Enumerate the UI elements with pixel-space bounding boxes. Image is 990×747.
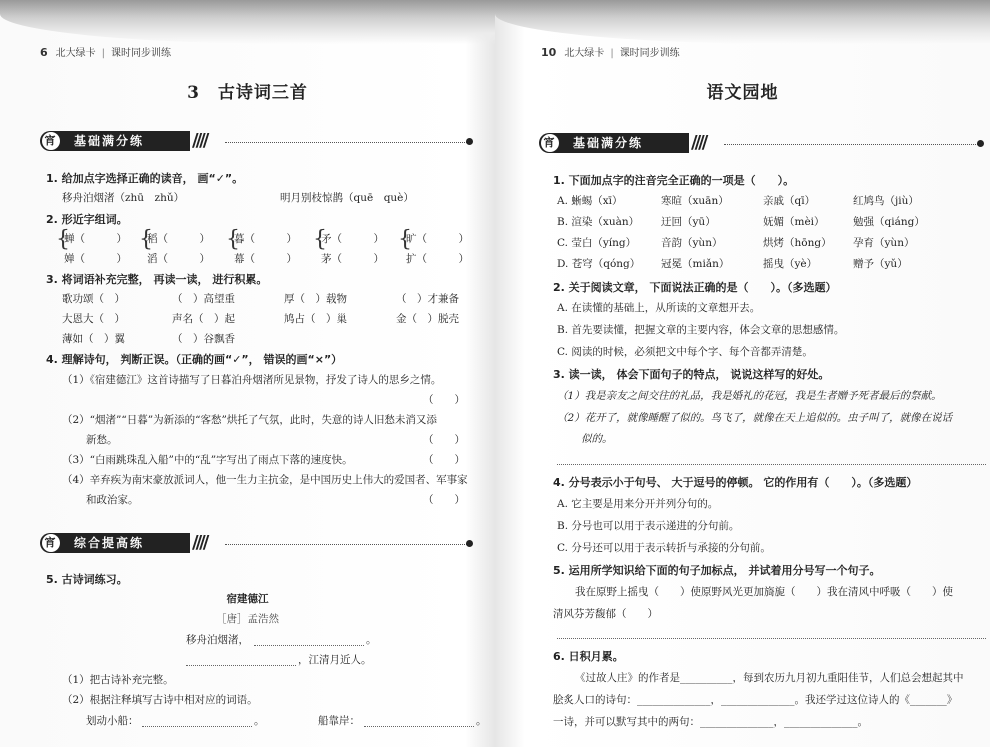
header-separator: | — [101, 48, 106, 59]
q3-sentence-2-cont: 似的。 — [581, 433, 613, 445]
q3-idiom: 鸠占（ ）巢 — [284, 313, 347, 325]
question-4: 4. 理解诗句， 判断正误。（正确的画“✓”， 错误的画“×”） — [46, 353, 343, 366]
q5-term-a: 划动小船： — [86, 715, 139, 727]
q2-word: 扩（ ） — [406, 253, 469, 265]
q3-idiom: 薄如（ ）翼 — [62, 333, 125, 345]
q1-option: 寒暄（xuān） — [661, 195, 729, 207]
question-1: 1. 给加点字选择正确的读音， 画“✓”。 — [46, 172, 244, 185]
q5-sentence: 我在原野上摇曳（ ）使原野风光更加旖旎（ ）我在清风中呼吸（ ）使 — [575, 586, 953, 598]
section-banner-label: 宵 综合提高练 — [40, 533, 190, 553]
q2-word: 茅（ ） — [321, 253, 384, 265]
page-title: 语文园地 — [706, 83, 779, 103]
question-2: 2. 关于阅读文章， 下面说法正确的是（ ）。（多选题） — [553, 281, 837, 294]
slash-decoration-icon: //// — [691, 132, 706, 153]
question-3: 3. 将词语补充完整， 再读一读， 进行积累。 — [46, 273, 268, 286]
q2-word: 滔（ ） — [147, 253, 210, 265]
q1-option: 亲戚（qī） — [763, 195, 816, 207]
page-number: 6 — [40, 46, 48, 59]
q2-option: B. 首先要读懂，把握文章的主要内容，体会文章的思想感情。 — [557, 324, 845, 336]
running-header — [40, 44, 171, 59]
q1-option: D. 苍穹（qóng） — [557, 258, 641, 270]
period: 。 — [366, 634, 377, 646]
dotted-divider — [225, 544, 467, 545]
q1-option: 妩媚（mèi） — [763, 216, 825, 228]
q6-line-1: 《过故人庄》的作者是__________，每到农历九月初九重阳佳节，人们总会想起其中 — [575, 672, 964, 684]
q3-idiom: （ ）才兼备 — [396, 293, 459, 305]
brand-name: 北大绿卡 — [564, 48, 605, 59]
q3-idiom: 金（ ）脱壳 — [396, 313, 459, 325]
owl-badge-icon: 宵 — [42, 534, 60, 552]
slash-decoration-icon: //// — [192, 532, 207, 553]
q1-option: 勉强（qiáng） — [853, 216, 925, 228]
q1-option: 冠冕（miǎn） — [661, 258, 730, 270]
answer-paren: （ ） — [423, 494, 465, 506]
q2-word: 矛（ ） — [321, 233, 384, 245]
q5-term-b: 船靠岸： — [318, 715, 360, 727]
dotted-divider — [724, 144, 978, 145]
section-banner-basic — [539, 133, 984, 155]
q6-line-2: 脍炙人口的诗句：______________，______________。我还学过这位诗人的《_______》 — [553, 694, 958, 706]
q6-line-3: 一诗，并可以默写其中的两句：______________，______________。 — [553, 716, 868, 728]
q2-word: 旷（ ） — [406, 233, 469, 245]
q1-option: 音韵（yùn） — [661, 237, 723, 249]
period: 。 — [254, 715, 265, 727]
q3-sentence-2: （2）花开了，就像睡醒了似的。鸟飞了，就像在天上追似的。虫子叫了，就像在说话 — [557, 412, 953, 424]
poem-line-1: 移舟泊烟渚， — [186, 634, 249, 646]
brace-icon: { — [139, 227, 153, 252]
brace-icon: { — [56, 227, 70, 252]
slash-decoration-icon: //// — [192, 130, 207, 151]
question-5: 5. 古诗词练习。 — [46, 573, 128, 586]
q4-statement-1: （1）《宿建德江》这首诗描写了日暮泊舟烟渚所见景物，抒发了诗人的思乡之情。 — [62, 374, 442, 386]
q2-word: 幕（ ） — [234, 253, 297, 265]
section-banner-label: 宵 基础满分练 — [539, 133, 689, 153]
poem-title: 宿建德江 — [226, 593, 269, 605]
section-banner-basic — [40, 131, 473, 153]
q2-option: A. 在读懂的基础上，从所读的文章想开去。 — [557, 302, 761, 314]
q3-idiom: 厚（ ）载物 — [284, 293, 347, 305]
q1-item-b: 明月别枝惊鹊（quē què） — [280, 192, 414, 204]
q5-sub-1: （1）把古诗补充完整。 — [62, 674, 174, 686]
poem-line-2-end: ，江清月近人。 — [298, 654, 372, 666]
fill-blank[interactable] — [364, 726, 474, 727]
q1-option: 赠予（yǔ） — [853, 258, 908, 270]
section-banner-label: 宵 基础满分练 — [40, 131, 190, 151]
q3-sentence-1: （1）我是亲友之间交往的礼品，我是婚礼的花冠，我是生者赠予死者最后的祭献。 — [557, 390, 942, 402]
answer-paren: （ ） — [423, 434, 465, 446]
answer-line[interactable] — [557, 464, 986, 465]
q5-sentence-cont: 清风芬芳馥郁（ ） — [553, 608, 658, 620]
dotted-divider — [225, 142, 467, 143]
q3-idiom: （ ）谷飘香 — [172, 333, 235, 345]
question-3: 3. 读一读， 体会下面句子的特点， 说说这样写的好处。 — [553, 368, 830, 381]
q1-option: 迂回（yū） — [661, 216, 716, 228]
question-1: 1. 下面加点字的注音完全正确的一项是（ ）。 — [553, 174, 795, 187]
brand-name: 北大绿卡 — [55, 48, 96, 59]
q1-option: B. 渲染（xuàn） — [557, 216, 640, 228]
q4-statement-2: （2）“烟渚”“日暮”为新添的“客愁”烘托了气氛，此时，失意的诗人旧愁未消又添 — [62, 414, 437, 426]
q1-option: C. 莹白（yíng） — [557, 237, 637, 249]
question-2: 2. 形近字组词。 — [46, 213, 128, 226]
page-number: 10 — [541, 46, 557, 59]
answer-paren: （ ） — [423, 454, 465, 466]
q2-option: C. 阅读的时候，必须把文中每个字、每个音都弄清楚。 — [557, 346, 813, 358]
q1-option: 摇曳（yè） — [763, 258, 818, 270]
q4-option: B. 分号也可以用于表示递进的分句前。 — [557, 520, 740, 532]
q5-sub-2: （2）根据注释填写古诗中相对应的词语。 — [62, 694, 258, 706]
q1-item-a: 移舟泊烟渚（zhū zhǔ） — [62, 192, 185, 204]
divider-end-dot-icon — [466, 138, 473, 145]
q4-statement-4-cont: 和政治家。 — [86, 494, 139, 506]
fill-blank[interactable] — [142, 726, 252, 727]
fill-blank[interactable] — [254, 645, 364, 646]
q4-statement-2-cont: 新愁。 — [86, 434, 118, 446]
q1-option: 烘烤（hōng） — [763, 237, 832, 249]
header-separator: | — [610, 48, 614, 59]
answer-line[interactable] — [557, 638, 986, 639]
question-4: 4. 分号表示小于句号、 大于逗号的停顿。 它的作用有（ ）。（多选题） — [553, 476, 918, 489]
q2-word: 暮（ ） — [234, 233, 297, 245]
page-curl-shadow — [495, 0, 990, 44]
lesson-title: 3 古诗词三首 — [187, 83, 308, 103]
owl-badge-icon: 宵 — [541, 134, 559, 152]
brace-icon: { — [226, 227, 240, 252]
q1-option: 红鸠鸟（jiù） — [853, 195, 919, 207]
brace-icon: { — [398, 227, 412, 252]
period: 。 — [476, 715, 487, 727]
question-5: 5. 运用所学知识给下面的句子加标点， 并试着用分号写一个句子。 — [553, 564, 881, 577]
q4-option: A. 它主要是用来分开并列分句的。 — [557, 498, 719, 510]
series-name: 课时同步训练 — [111, 48, 172, 59]
q2-word: 稻（ ） — [147, 233, 210, 245]
question-6: 6. 日积月累。 — [553, 650, 624, 663]
poem-author: ［唐］孟浩然 — [216, 613, 279, 625]
q3-idiom: 声名（ ）起 — [172, 313, 235, 325]
right-page — [495, 0, 990, 747]
running-header — [541, 44, 680, 59]
series-name: 课时同步训练 — [619, 48, 680, 59]
answer-paren: （ ） — [423, 394, 465, 406]
q2-word: 蝉（ ） — [64, 233, 127, 245]
q2-word: 婵（ ） — [64, 253, 127, 265]
q1-option: A. 蜥蜴（xī） — [557, 195, 623, 207]
q3-idiom: （ ）高望重 — [172, 293, 235, 305]
q4-statement-3: （3）“白雨跳珠乱入船”中的“乱”字写出了雨点下落的速度快。 — [62, 454, 353, 466]
owl-badge-icon: 宵 — [42, 132, 60, 150]
q3-idiom: 大恩大（ ） — [62, 313, 125, 325]
divider-end-dot-icon — [466, 540, 473, 547]
q1-option: 孕育（yùn） — [853, 237, 915, 249]
brace-icon: { — [313, 227, 327, 252]
page-curl-shadow — [0, 0, 495, 44]
q4-option: C. 分号还可以用于表示转折与承接的分句前。 — [557, 542, 771, 554]
divider-end-dot-icon — [977, 140, 984, 147]
section-banner-advanced — [40, 533, 473, 555]
fill-blank[interactable] — [186, 665, 296, 666]
q3-idiom: 歌功颂（ ） — [62, 293, 125, 305]
q4-statement-4: （4）辛弃疾为南宋豪放派词人，他一生力主抗金，是中国历史上伟大的爱国者、军事家 — [62, 474, 468, 486]
